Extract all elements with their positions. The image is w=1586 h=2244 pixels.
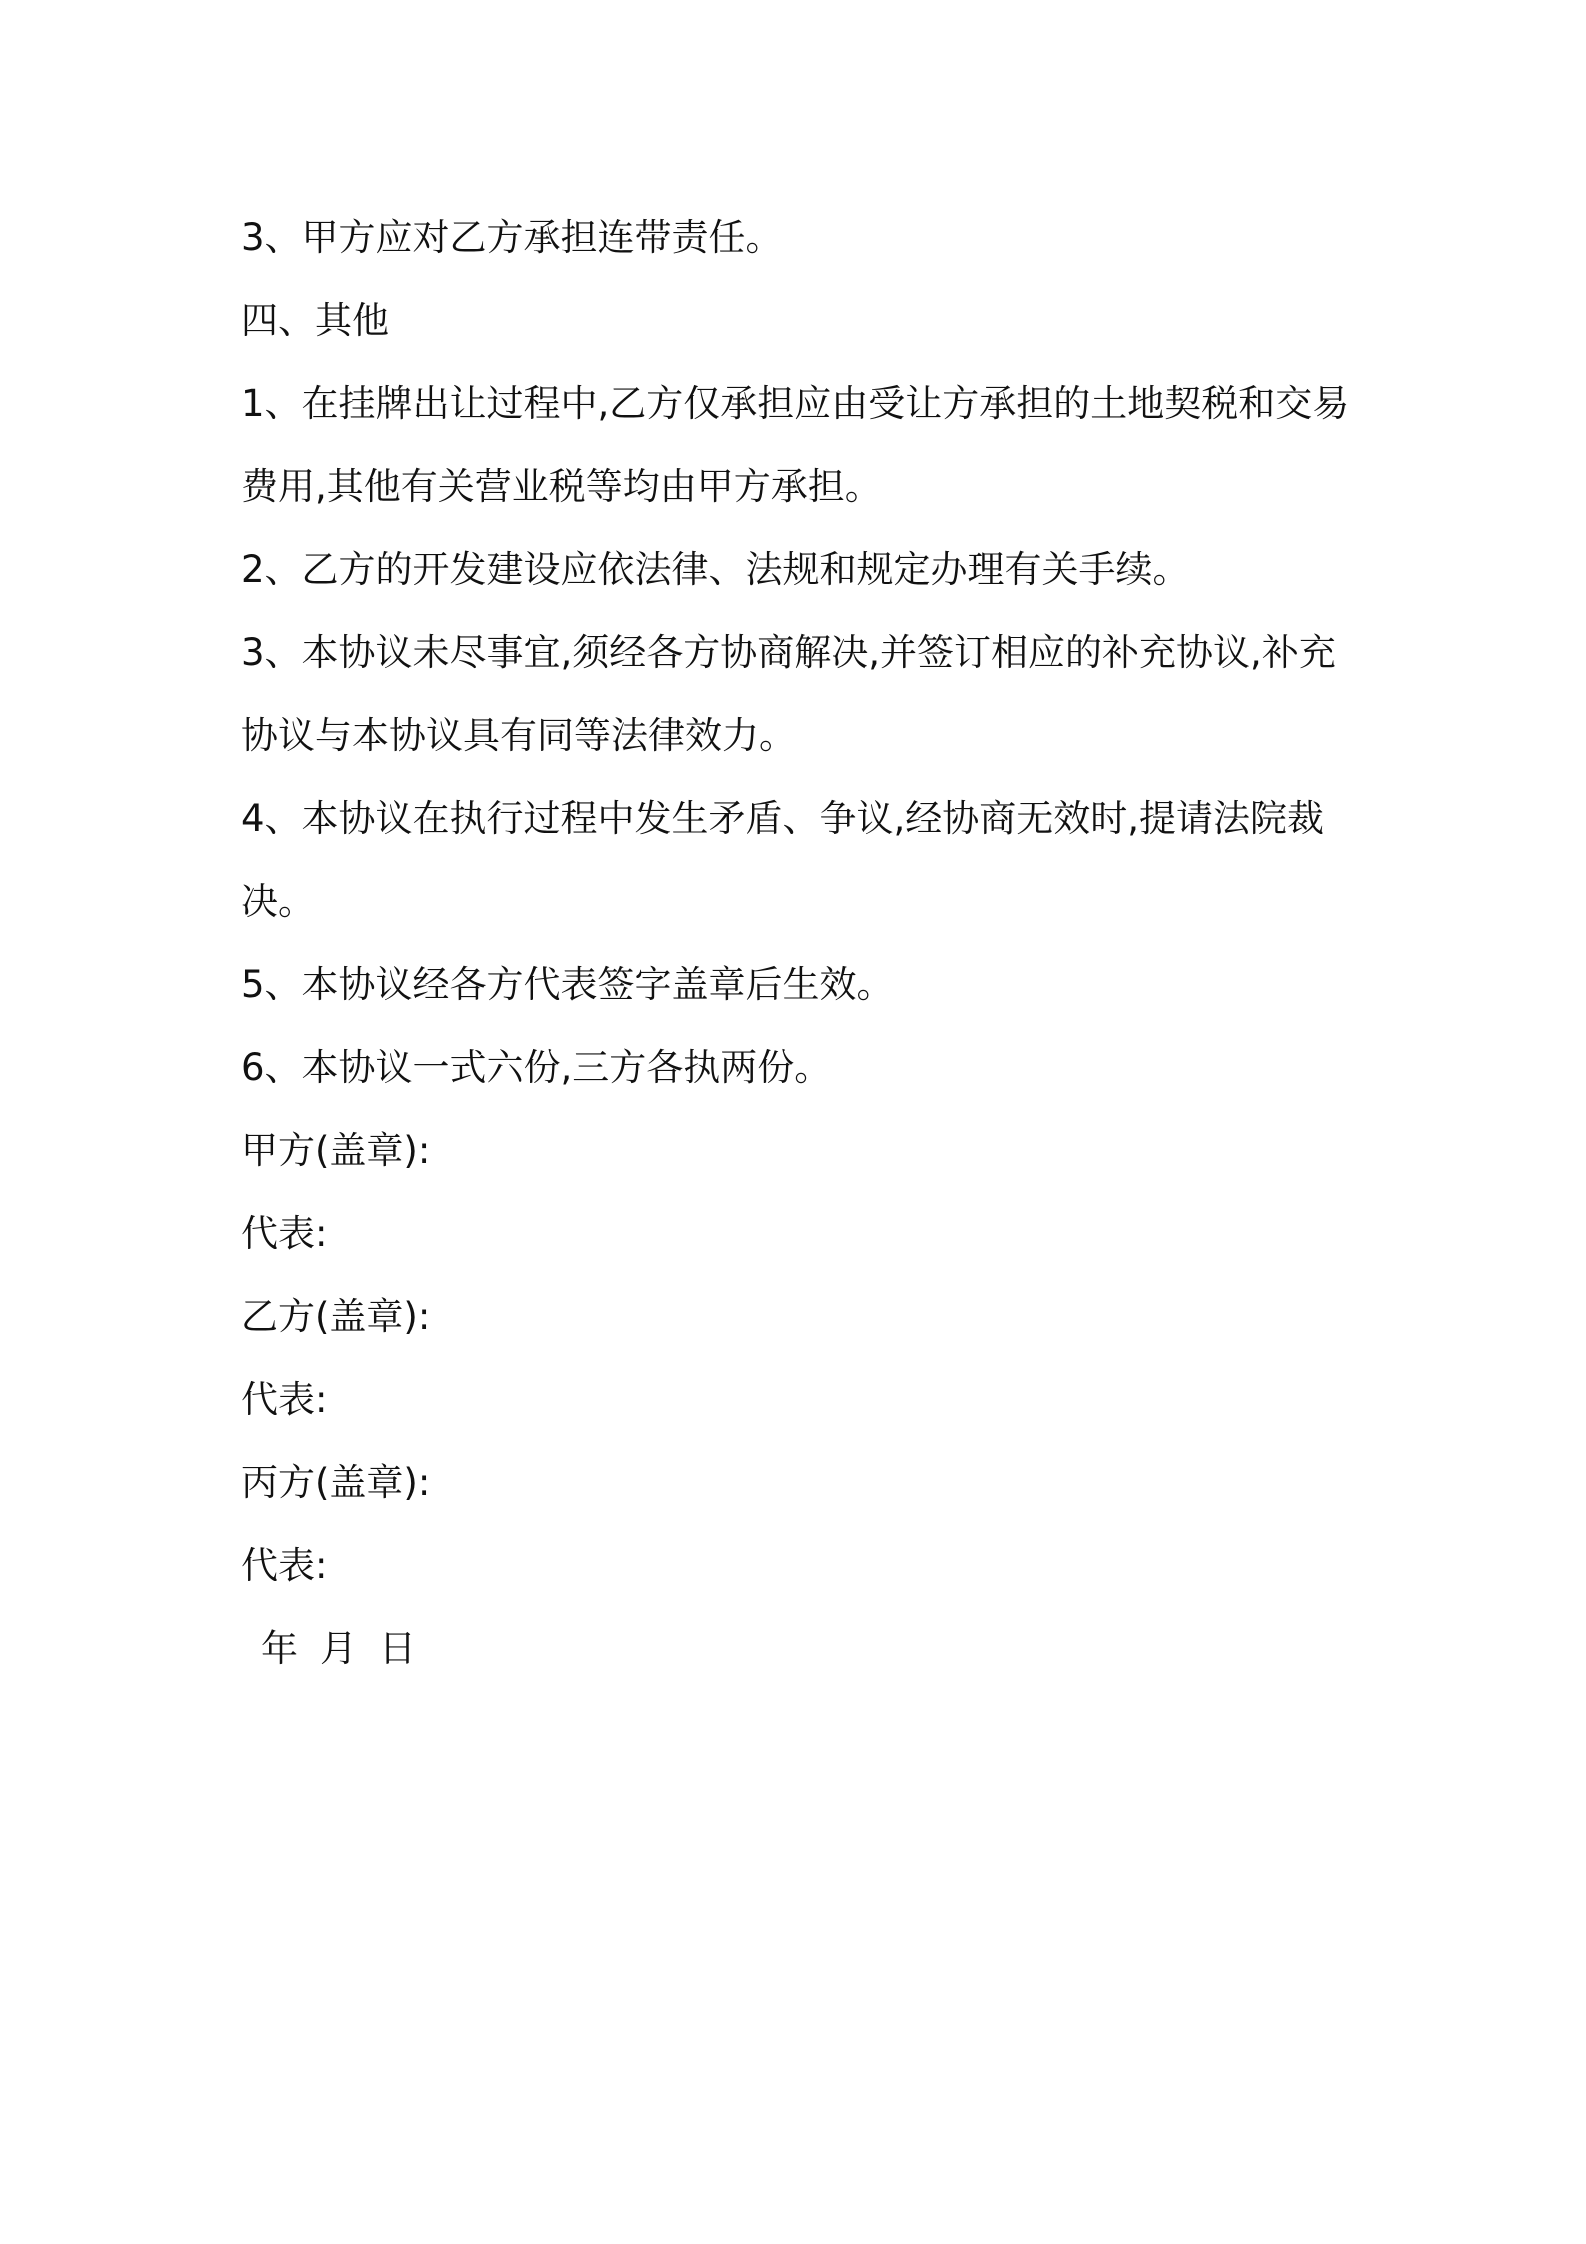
date-month-label: 月 — [320, 1627, 357, 1670]
clause-other-3: 3、本协议未尽事宜,须经各方协商解决,并签订相应的补充协议,补充协议与本协议具有同等法律效力。 — [241, 631, 1336, 757]
section-heading-other: 四、其他 — [241, 299, 389, 342]
date-line — [241, 1607, 1361, 1690]
party-a-representative-line: 代表: — [241, 1212, 328, 1255]
date-day-label: 日 — [379, 1627, 416, 1670]
party-c-representative-line: 代表: — [241, 1544, 328, 1587]
date-year-label: 年 — [261, 1627, 298, 1670]
party-c-seal-line: 丙方(盖章): — [241, 1461, 431, 1504]
party-a-seal-line: 甲方(盖章): — [241, 1129, 431, 1172]
clause-other-4: 4、本协议在执行过程中发生矛盾、争议,经协商无效时,提请法院裁决。 — [241, 797, 1325, 923]
party-b-representative-line: 代表: — [241, 1378, 328, 1421]
clause-other-1: 1、在挂牌出让过程中,乙方仅承担应由受让方承担的土地契税和交易费用,其他有关营业税等均由甲方承担。 — [241, 382, 1350, 508]
clause-other-2: 2、乙方的开发建设应依法律、法规和规定办理有关手续。 — [241, 548, 1190, 591]
party-b-seal-line: 乙方(盖章): — [241, 1295, 431, 1338]
document-body — [241, 196, 1361, 1690]
clause-other-6: 6、本协议一式六份,三方各执两份。 — [241, 1046, 832, 1089]
clause-other-5: 5、本协议经各方代表签字盖章后生效。 — [241, 963, 894, 1006]
clause-3-joint-liability: 3、甲方应对乙方承担连带责任。 — [241, 216, 783, 259]
